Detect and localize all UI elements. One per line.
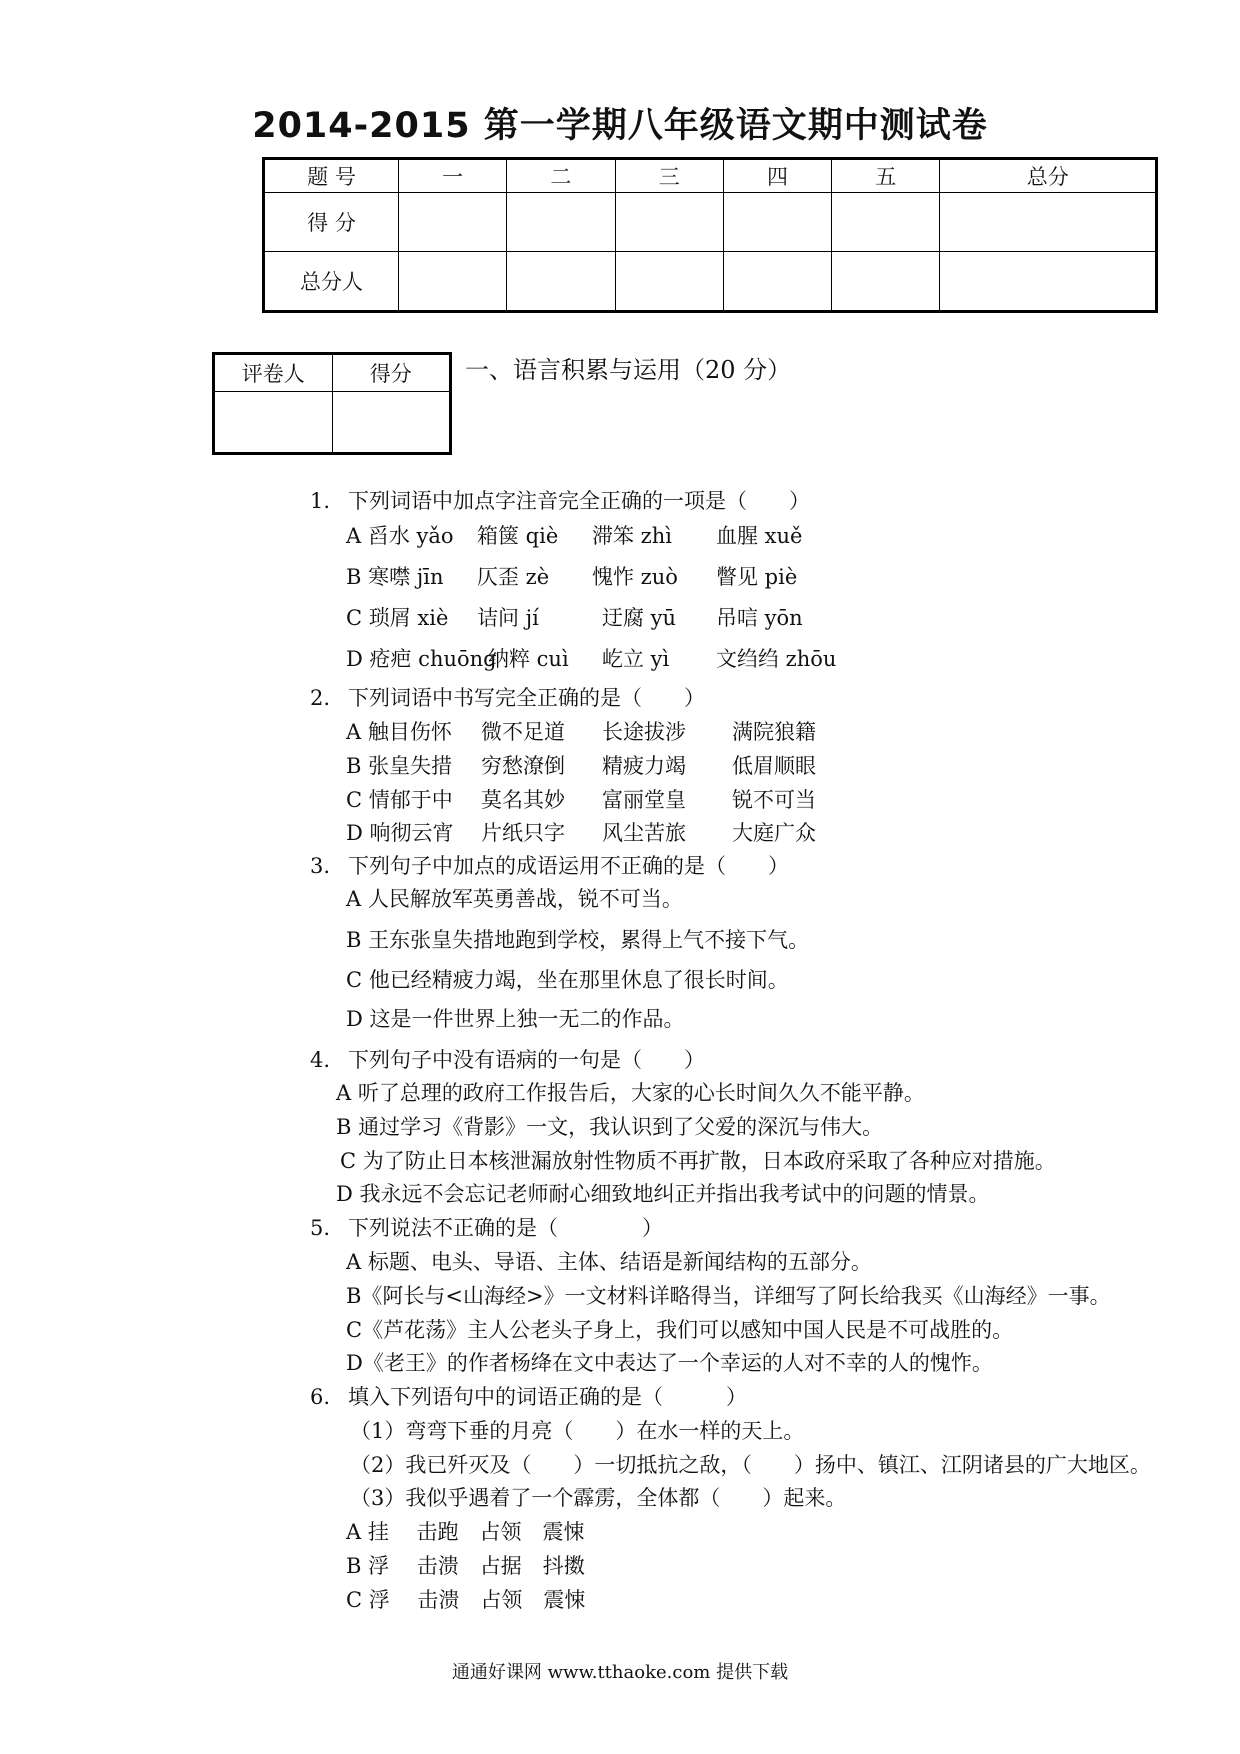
option-item: A 触目伤怀: [346, 720, 452, 744]
option-item: 精疲力竭: [602, 754, 686, 778]
option-text: B 通过学习《背影》一文，我认识到了父爱的深沉与伟大。: [336, 1115, 884, 1139]
option-line: [346, 1009, 685, 1030]
option-text: B 王东张皇失措地跑到学校，累得上气不接下气。: [346, 928, 810, 952]
option-line: [336, 1117, 883, 1138]
option-item: B 寒噤 jīn: [346, 565, 444, 589]
option-item: C 琐屑 xiè: [346, 606, 449, 630]
blank-line: [350, 1455, 1151, 1476]
grader-input-row: [214, 392, 451, 454]
option-item: 满院狼籍: [732, 720, 816, 744]
option-line: [346, 1556, 585, 1577]
option-item: 富丽堂皇: [602, 788, 686, 812]
grader-label: 评卷人: [214, 354, 333, 392]
question-number: 4.: [310, 1048, 331, 1072]
option-text: B 浮 击溃 占据 抖擞: [346, 1554, 585, 1578]
option-line: [346, 1252, 872, 1273]
score-cell: [832, 193, 940, 252]
score-table-header-row: [264, 159, 1157, 193]
question-stem: 下列句子中加点的成语运用不正确的是（ ）: [348, 854, 789, 878]
question-number: 1.: [310, 489, 331, 513]
option-line: [340, 1151, 1056, 1172]
option-text: （3）我似乎遇着了一个霹雳，全体都（ ）起来。: [350, 1486, 847, 1510]
score-row: [264, 193, 1157, 252]
option-item: B 张皇失措: [346, 754, 453, 778]
option-item: 文绉绉 zhōu: [716, 647, 837, 671]
section-title: 一、语言积累与运用（20 分）: [465, 356, 792, 384]
score-cell: [507, 193, 615, 252]
option-text: D《老王》的作者杨绛在文中表达了一个幸运的人对不幸的人的愧怍。: [346, 1351, 993, 1375]
option-item: 滞笨 zhì: [592, 524, 672, 548]
question-stem: 下列词语中加点字注音完全正确的一项是（ ）: [348, 489, 810, 513]
tallier-row-label: 总分人: [264, 252, 399, 312]
blank-line: [350, 1488, 846, 1509]
grader-header-row: [214, 354, 451, 392]
option-text: C《芦花荡》主人公老头子身上，我们可以感知中国人民是不可战胜的。: [346, 1318, 1014, 1342]
question-stem: 填入下列语句中的词语正确的是（ ）: [348, 1385, 747, 1409]
option-item: 风尘苦旅: [602, 821, 686, 845]
score-cell: [399, 193, 507, 252]
option-item: 纳粹 cuì: [488, 647, 569, 671]
grader-cell: [214, 392, 333, 454]
option-item: A 舀水 yǎo: [346, 524, 454, 548]
footer-source: 通通好课网 www.tthaoke.com 提供下载: [451, 1662, 789, 1683]
option-item: 低眉顺眼: [732, 754, 816, 778]
header-cell: 二: [507, 159, 615, 193]
option-item: 大庭广众: [732, 821, 816, 845]
option-item: 箱箧 qiè: [477, 524, 559, 548]
option-text: C 浮 击溃 占领 震悚: [346, 1588, 586, 1612]
header-cell: 题 号: [264, 159, 399, 193]
option-line: [336, 1184, 990, 1205]
option-item: D 疮疤 chuōng: [346, 647, 497, 671]
option-item: 吊唁 yōn: [716, 606, 803, 630]
option-line: [336, 1083, 925, 1104]
option-item: 瞥见 piè: [716, 565, 798, 589]
exam-title: 2014-2015 第一学期八年级语文期中测试卷: [252, 106, 988, 146]
question-number: 6.: [310, 1385, 331, 1409]
question-stem: 下列词语中书写完全正确的是（ ）: [348, 686, 705, 710]
grader-score-label: 得分: [332, 354, 451, 392]
score-table: [262, 157, 1158, 313]
score-cell: [615, 193, 723, 252]
option-item: 微不足道: [481, 720, 565, 744]
header-cell: 三: [615, 159, 723, 193]
question-stem: 下列句子中没有语病的一句是（ ）: [348, 1048, 705, 1072]
option-line: [346, 1590, 585, 1611]
option-item: 长途拔涉: [602, 720, 686, 744]
option-item: D 响彻云宵: [346, 821, 454, 845]
question-stem: 下列说法不正确的是（ ）: [348, 1216, 663, 1240]
option-item: 愧怍 zuò: [592, 565, 678, 589]
option-text: （1）弯弯下垂的月亮（ ）在水一样的天上。: [350, 1419, 805, 1443]
option-item: 血腥 xuě: [716, 524, 803, 548]
question-number: 5.: [310, 1216, 331, 1240]
option-line: [346, 1320, 1013, 1341]
option-text: A 人民解放军英勇善战，锐不可当。: [346, 887, 683, 911]
option-text: A 听了总理的政府工作报告后，大家的心长时间久久不能平静。: [336, 1081, 925, 1105]
blank-line: [350, 1421, 804, 1442]
grader-table: [212, 352, 452, 455]
tallier-row: [264, 252, 1157, 312]
option-text: C 他已经精疲力竭，坐在那里休息了很长时间。: [346, 968, 789, 992]
tallier-cell: [832, 252, 940, 312]
tallier-cell: [723, 252, 831, 312]
option-item: 莫名其妙: [481, 788, 565, 812]
score-cell: [940, 193, 1157, 252]
option-text: A 挂 击跑 占领 震悚: [346, 1520, 585, 1544]
option-text: D 我永远不会忘记老师耐心细致地纠正并指出我考试中的问题的情景。: [336, 1182, 990, 1206]
option-text: B《阿长与<山海经>》一文材料详略得当，详细写了阿长给我买《山海经》一事。: [346, 1284, 1111, 1308]
option-text: A 标题、电头、导语、主体、结语是新闻结构的五部分。: [346, 1250, 872, 1274]
option-line: [346, 970, 789, 991]
header-cell: 五: [832, 159, 940, 193]
option-item: 迂腐 yū: [602, 606, 677, 630]
grader-score-cell: [332, 392, 451, 454]
header-cell: 一: [399, 159, 507, 193]
option-item: 诘问 jí: [477, 606, 539, 630]
score-cell: [723, 193, 831, 252]
option-item: 穷愁潦倒: [481, 754, 565, 778]
score-row-label: 得 分: [264, 193, 399, 252]
option-item: 锐不可当: [732, 788, 816, 812]
option-item: C 情郁于中: [346, 788, 453, 812]
option-item: 仄歪 zè: [477, 565, 550, 589]
tallier-cell: [615, 252, 723, 312]
option-item: 屹立 yì: [602, 647, 670, 671]
option-line: [346, 1286, 1111, 1307]
option-text: D 这是一件世界上独一无二的作品。: [346, 1007, 685, 1031]
tallier-cell: [507, 252, 615, 312]
option-item: 片纸只字: [481, 821, 565, 845]
option-text: C 为了防止日本核泄漏放射性物质不再扩散，日本政府采取了各种应对措施。: [340, 1149, 1056, 1173]
question-number: 3.: [310, 854, 331, 878]
header-cell: 总分: [940, 159, 1157, 193]
option-line: [346, 930, 809, 951]
header-cell: 四: [723, 159, 831, 193]
option-line: [346, 1522, 585, 1543]
option-line: [346, 889, 683, 910]
tallier-cell: [940, 252, 1157, 312]
option-text: （2）我已歼灭及（ ）一切抵抗之敌，（ ）扬中、镇江、江阴诸县的广大地区。: [350, 1453, 1151, 1477]
question-number: 2.: [310, 686, 331, 710]
tallier-cell: [399, 252, 507, 312]
option-line: [346, 1353, 993, 1374]
